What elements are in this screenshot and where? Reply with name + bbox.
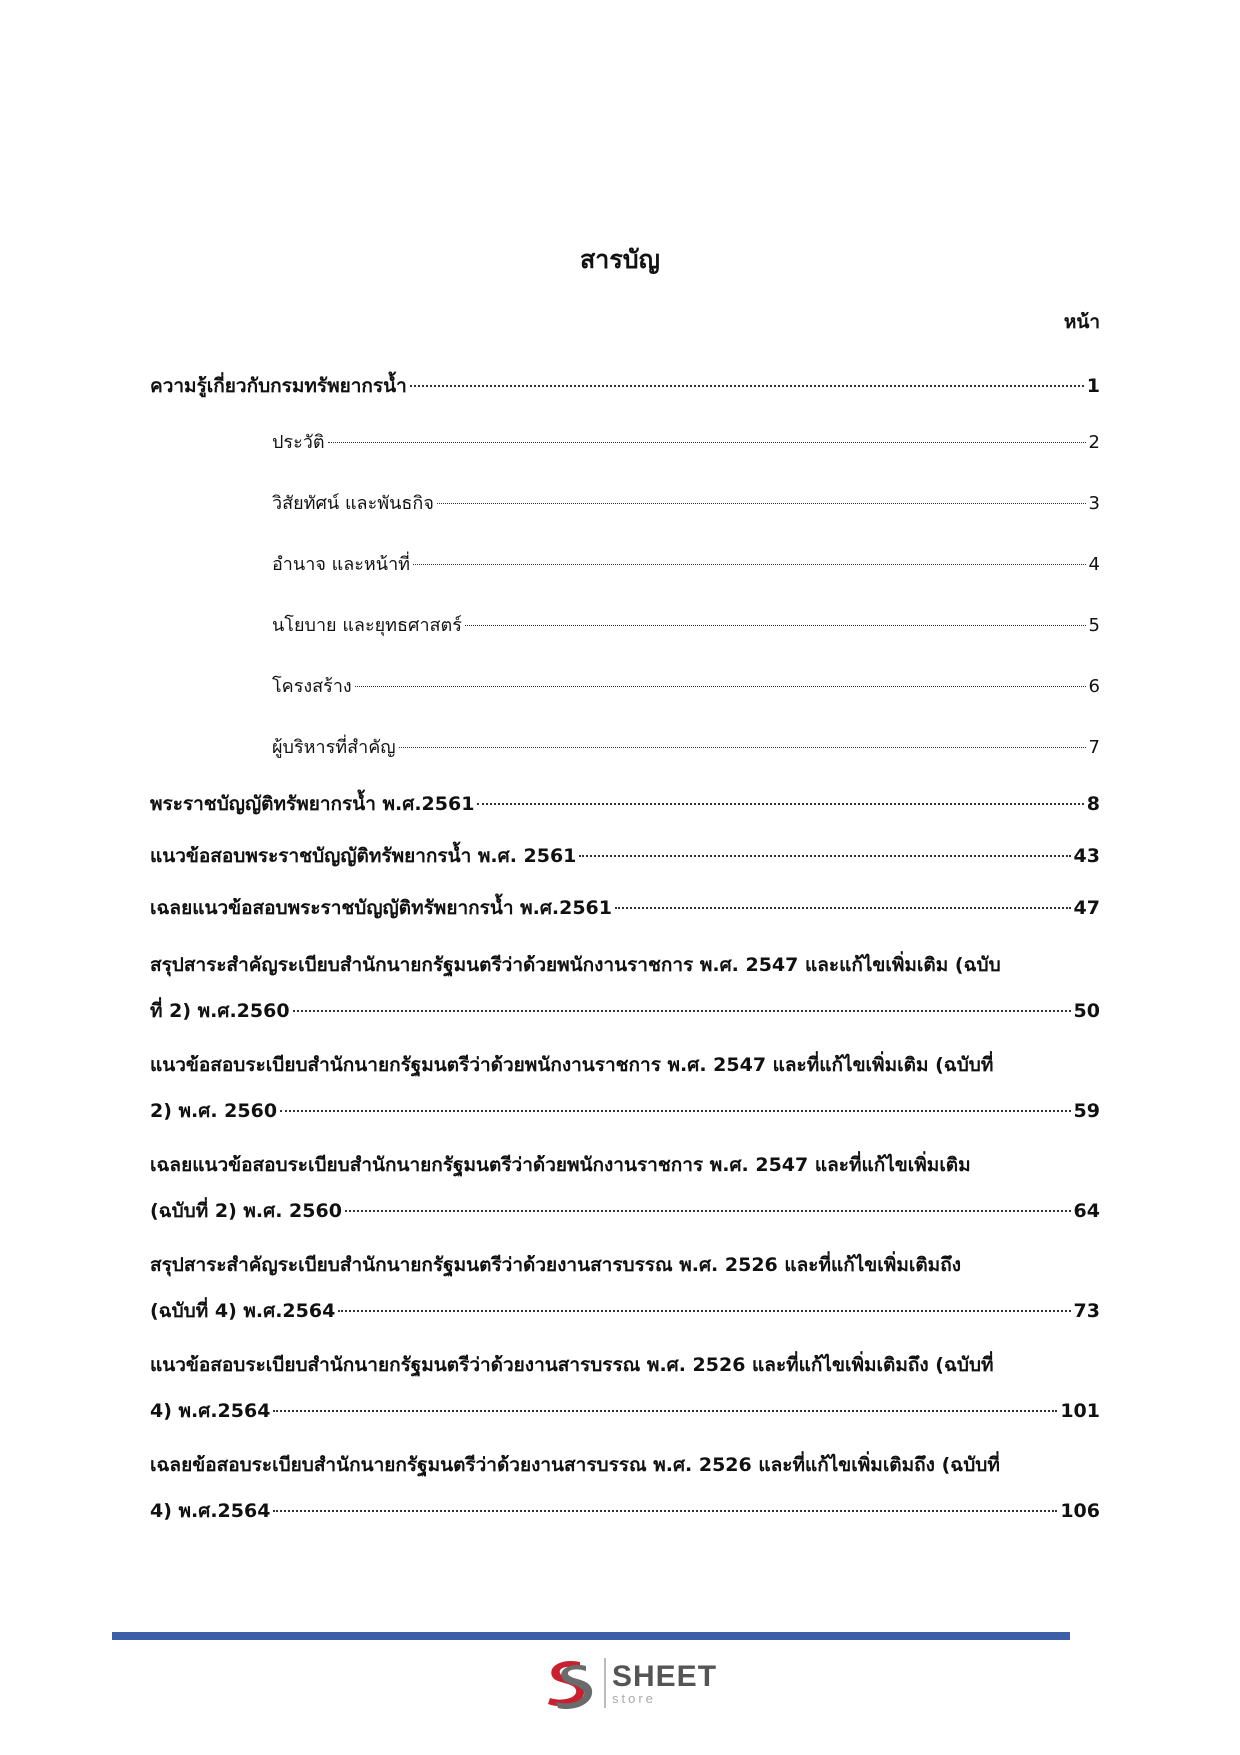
toc-entry-page: 4: [1088, 554, 1100, 575]
toc-entry-page: 73: [1073, 1300, 1100, 1322]
toc-entry[interactable]: [150, 595, 1100, 656]
dot-leader: [345, 1210, 1071, 1212]
dot-leader: [465, 625, 1086, 626]
toc-entry-label-line2: 4) พ.ศ.2564: [150, 1400, 271, 1422]
toc-entry-label-line2: ที่ 2) พ.ศ.2560: [150, 1000, 290, 1022]
toc-entry-page: 6: [1088, 676, 1100, 697]
toc-entry-label-line2: 4) พ.ศ.2564: [150, 1500, 271, 1522]
toc-entry-label-line2: (ฉบับที่ 4) พ.ศ.2564: [150, 1300, 336, 1322]
logo-brand: SHEET: [612, 1659, 718, 1693]
toc-entry-label-line2: (ฉบับที่ 2) พ.ศ. 2560: [150, 1200, 342, 1222]
toc-entry-label-line1: สรุปสาระสำคัญระเบียบสำนักนายกรัฐมนตรีว่าด้วยงานสารบรรณ พ.ศ. 2526 และที่แก้ไขเพิ่มเติมถึง: [150, 1254, 961, 1276]
toc-entry[interactable]: [150, 1034, 1100, 1134]
sheet-store-logo: [540, 1656, 717, 1710]
toc-entry[interactable]: [150, 778, 1100, 830]
table-of-contents: [150, 360, 1100, 1534]
toc-entry[interactable]: [150, 1434, 1100, 1534]
toc-entry-label-line2: 2) พ.ศ. 2560: [150, 1100, 278, 1122]
toc-entry-label-line1: แนวข้อสอบระเบียบสำนักนายกรัฐมนตรีว่าด้วยพนักงานราชการ พ.ศ. 2547 และที่แก้ไขเพิ่มเติม (ฉบับที่: [150, 1054, 994, 1076]
toc-entry[interactable]: [150, 656, 1100, 717]
page-column-header: หน้า: [1063, 311, 1100, 333]
toc-entry-label: วิสัยทัศน์ และพันธกิจ: [272, 493, 434, 514]
toc-entry-page: 8: [1086, 793, 1100, 815]
dot-leader: [328, 442, 1086, 443]
toc-entry-page: 59: [1073, 1100, 1100, 1122]
dot-leader: [410, 385, 1084, 387]
dot-leader: [338, 1310, 1070, 1312]
toc-entry[interactable]: [150, 412, 1100, 473]
toc-entry[interactable]: [150, 1334, 1100, 1434]
logo-divider: [604, 1658, 606, 1708]
toc-entry-page: 43: [1073, 845, 1100, 867]
dot-leader: [355, 686, 1086, 687]
dot-leader: [399, 747, 1086, 748]
toc-entry-page: 5: [1088, 615, 1100, 636]
toc-entry[interactable]: [150, 717, 1100, 778]
dot-leader: [293, 1010, 1071, 1012]
toc-entry[interactable]: [150, 830, 1100, 882]
toc-entry-page: 47: [1073, 897, 1100, 919]
toc-entry-page: 7: [1088, 737, 1100, 758]
dot-leader: [280, 1110, 1071, 1112]
toc-entry-label: ผู้บริหารที่สำคัญ: [272, 737, 396, 758]
toc-entry-label: พระราชบัญญัติทรัพยากรน้ำ พ.ศ.2561: [150, 793, 475, 815]
page-title: สารบัญ: [580, 245, 660, 274]
toc-entry-page: 2: [1088, 432, 1100, 453]
toc-entry-label-line1: เฉลยข้อสอบระเบียบสำนักนายกรัฐมนตรีว่าด้วยงานสารบรรณ พ.ศ. 2526 และที่แก้ไขเพิ่มเติมถึง (ฉบับที่: [150, 1454, 1000, 1476]
toc-entry-page: 3: [1088, 493, 1100, 514]
toc-entry-label: โครงสร้าง: [272, 676, 352, 697]
toc-entry[interactable]: [150, 882, 1100, 934]
toc-entry-label-line1: สรุปสาระสำคัญระเบียบสำนักนายกรัฐมนตรีว่าด้วยพนักงานราชการ พ.ศ. 2547 และแก้ไขเพิ่มเติม (ฉบับ: [150, 954, 1001, 976]
toc-entry-label: ความรู้เกี่ยวกับกรมทรัพยากรน้ำ: [150, 375, 407, 397]
logo-wordmark: [612, 1659, 718, 1706]
toc-entry-label: ประวัติ: [272, 432, 325, 453]
sheet-store-logo-icon: [540, 1656, 598, 1710]
toc-entry[interactable]: [150, 1134, 1100, 1234]
dot-leader: [273, 1510, 1057, 1512]
toc-entry-label-line1: เฉลยแนวข้อสอบระเบียบสำนักนายกรัฐมนตรีว่าด้วยพนักงานราชการ พ.ศ. 2547 และที่แก้ไขเพิ่มเติม: [150, 1154, 971, 1176]
dot-leader: [437, 503, 1086, 504]
toc-entry-label: นโยบาย และยุทธศาสตร์: [272, 615, 462, 636]
toc-entry-label: อำนาจ และหน้าที่: [272, 554, 411, 575]
toc-entry-label: เฉลยแนวข้อสอบพระราชบัญญัติทรัพยากรน้ำ พ.ศ.2561: [150, 897, 613, 919]
toc-entry[interactable]: [150, 473, 1100, 534]
toc-entry-label-line1: แนวข้อสอบระเบียบสำนักนายกรัฐมนตรีว่าด้วยงานสารบรรณ พ.ศ. 2526 และที่แก้ไขเพิ่มเติมถึง (ฉบับที่: [150, 1354, 994, 1376]
dot-leader: [413, 564, 1086, 565]
dot-leader: [615, 907, 1071, 909]
dot-leader: [477, 803, 1083, 805]
toc-entry-page: 1: [1086, 375, 1100, 397]
toc-entry-page: 106: [1060, 1500, 1100, 1522]
toc-entry-page: 50: [1073, 1000, 1100, 1022]
toc-entry-page: 101: [1060, 1400, 1100, 1422]
footer-divider: [112, 1632, 1070, 1640]
toc-entry[interactable]: [150, 360, 1100, 412]
logo-sub: store: [612, 1690, 656, 1706]
toc-entry-label: แนวข้อสอบพระราชบัญญัติทรัพยากรน้ำ พ.ศ. 2561: [150, 845, 577, 867]
toc-entry-page: 64: [1073, 1200, 1100, 1222]
dot-leader: [273, 1410, 1057, 1412]
dot-leader: [579, 855, 1070, 857]
toc-entry[interactable]: [150, 534, 1100, 595]
toc-entry[interactable]: [150, 934, 1100, 1034]
toc-entry[interactable]: [150, 1234, 1100, 1334]
